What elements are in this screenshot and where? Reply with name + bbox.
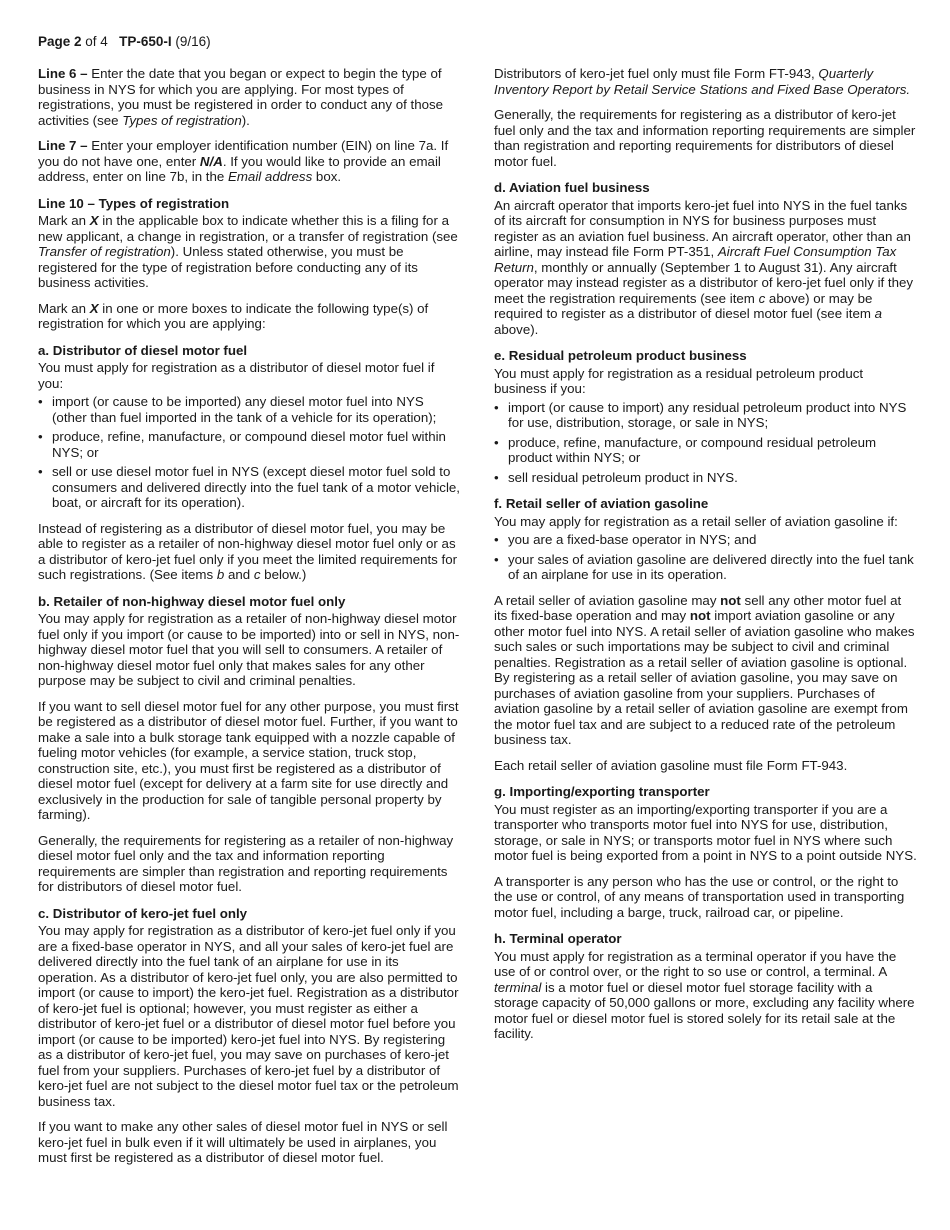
section-c-continued-paragraph-1: Distributors of kero-jet fuel only must file Form FT-943, Quarterly Inventory Report by Retail Service Stations and Fixed Base Operators.: [494, 66, 911, 97]
section-f-paragraph-2: Each retail seller of aviation gasoline must file Form FT-943.: [494, 757, 848, 773]
line6-paragraph: Line 6 – Enter the date that you began or expect to begin the type of business in NYS for which you are applying. For most types of registrations, you must be registered in order to conduct any of those activities (see Types of registration).: [38, 66, 444, 128]
section-f-bullets: [494, 532, 918, 583]
form-revision: (9/16): [171, 34, 211, 49]
line10-heading: Line 10 – Types of registration: [38, 195, 230, 211]
page-header: [38, 34, 211, 49]
right-column: [494, 66, 918, 1052]
list-item: • your sales of aviation gasoline are delivered directly into the fuel tank of an airplane for use in its operation.: [494, 552, 918, 583]
section-g-heading: g. Importing/exporting transporter: [494, 784, 710, 799]
list-item: • sell residual petroleum product in NYS.: [494, 470, 918, 486]
section-a-paragraph: Instead of registering as a distributor of diesel motor fuel, you may be able to register as a retailer of non-highway diesel motor fuel only or as a distributor of kero-jet fuel only if you meet the limited requirements for such registrations. (See items b and c below.): [38, 520, 458, 582]
line10-paragraph-2: Mark an X in one or more boxes to indicate the following type(s) of registration for which you are applying:: [38, 300, 429, 331]
list-item: • produce, refine, manufacture, or compound residual petroleum product within NYS; or: [494, 435, 918, 466]
section-a-bullets: [38, 394, 461, 511]
page-total: of 4: [81, 34, 108, 49]
list-item: • produce, refine, manufacture, or compound diesel motor fuel within NYS; or: [38, 429, 461, 460]
section-c-paragraph-2: If you want to make any other sales of diesel motor fuel in NYS or sell kero-jet fuel in bulk even if it will ultimately be used in airplanes, you must first be registered as a distributor of diesel motor fuel.: [38, 1119, 448, 1165]
section-b-heading: b. Retailer of non-highway diesel motor fuel only: [38, 593, 346, 609]
section-e-intro: You must apply for registration as a residual petroleum product business if you:: [494, 365, 864, 396]
section-e-bullets: [494, 400, 918, 486]
section-d-heading: d. Aviation fuel business: [494, 180, 650, 195]
list-item: • import (or cause to be imported) any diesel motor fuel into NYS (other than fuel imported in the tank of a vehicle for its operation);: [38, 394, 461, 425]
list-item: • sell or use diesel motor fuel in NYS (except diesel motor fuel sold to consumers and delivered directly into the fuel tank of a motor vehicle, boat, or aircraft for its operation).: [38, 464, 461, 511]
section-c-continued-paragraph-2: Generally, the requirements for registering as a distributor of kero-jet fuel only and the tax and information reporting requirements are simpler than registration and reporting requirements for distributors of diesel motor fuel.: [494, 107, 916, 169]
line7-paragraph: Line 7 – Enter your employer identification number (EIN) on line 7a. If you do not have one, enter N/A. If you would like to provide an email address, enter on line 7b, in the Email address box.: [38, 138, 449, 184]
section-c-paragraph-1: You may apply for registration as a distributor of kero-jet fuel only if you are a fixed-base operator in NYS, and all your sales of kero-jet fuel are delivered directly into the fuel tank of an airplane for use in its operation. As a distributor of kero-jet fuel only, you are also permitted to import (or cause to import) the kero-jet fuel. Registration as a distributor of kero-jet fuel is optional; however, you must register as either a distributor of kero-jet fuel or a distributor of diesel motor fuel before you import (or cause to be imported) kero-jet fuel into NYS. By registering as a distributor of kero-jet fuel, you may save on purchases of kero-jet fuel from your suppliers. Purchases of kero-jet fuel by a distributor of kero-jet fuel are not subject to the diesel motor fuel tax or the petroleum business tax.: [38, 923, 459, 1109]
section-d-paragraph: An aircraft operator that imports kero-jet fuel into NYS in the fuel tanks of its aircraft for consumption in NYS for business purposes must register as an aviation fuel business. An aircraft operator, other than an airline, may instead file Form PT-351, Aircraft Fuel Consumption Tax Return, monthly or annually (September 1 to August 31). Any aircraft operator may instead register as a distributor of kero-jet fuel only if they meet the registration requirements (see item c above) or may be required to register as a distributor of diesel motor fuel (see item a above).: [494, 197, 914, 337]
section-f-heading: f. Retail seller of aviation gasoline: [494, 496, 709, 511]
section-f-paragraph-1: A retail seller of aviation gasoline may not sell any other motor fuel at its fixed-base operation and may not import aviation gasoline or any other motor fuel into NYS. A retail seller of aviation gasoline who makes such sales or such importations may be subject to civil and criminal penalties. Registration as a retail seller of aviation gasoline is optional. By registering as a retail seller of aviation gasoline, you may save on purchases of aviation gasoline from your suppliers. Purchases of aviation gasoline by a retail seller of aviation gasoline are exempt from the motor fuel tax and are subject to a reduced rate of the petroleum business tax.: [494, 592, 915, 747]
section-e-heading: e. Residual petroleum product business: [494, 348, 747, 363]
section-b-paragraph-3: Generally, the requirements for registering as a retailer of non-highway diesel motor fuel only and the tax and information reporting requirements are simpler than registration and reporting requirements for distributors of diesel motor fuel.: [38, 832, 454, 894]
line10-paragraph-1: Mark an X in the applicable box to indicate whether this is a filing for a new applicant, a change in registration, or a transfer of registration (see Transfer of registration). Unless stated otherwise, you must be registered for the type of registration before conducting any of its business activities.: [38, 213, 458, 290]
section-g-paragraph-2: A transporter is any person who has the use or control, or the right to the use or control, of any means of transportation used in transporting motor fuel, including a barge, truck, railroad car, or pipeline.: [494, 873, 905, 920]
form-id: TP-650-I: [119, 34, 172, 49]
page-number: Page 2: [38, 34, 82, 49]
section-h-heading: h. Terminal operator: [494, 931, 622, 946]
list-item: • import (or cause to import) any residual petroleum product into NYS for use, distribution, storage, or sale in NYS;: [494, 400, 918, 431]
line7-label: Line 7 –: [38, 138, 88, 153]
section-g-paragraph-1: You must register as an importing/exporting transporter if you are a transporter who transports motor fuel into NYS for use, distribution, storage, or sale in NYS; or transports motor fuel in NYS where such motor fuel is being exported from a point in NYS to a point outside NYS.: [494, 801, 917, 863]
section-a-intro: You must apply for registration as a distributor of diesel motor fuel if you:: [38, 360, 435, 391]
line6-label: Line 6 –: [38, 66, 88, 81]
section-b-paragraph-1: You may apply for registration as a retailer of non-highway diesel motor fuel only if you import (or cause to be imported) into or sell in NYS, non-highway diesel motor fuel that you will sell to consumers. A retailer of non-highway diesel motor fuel only that makes sales for any other purpose may be subject to civil and criminal penalties.: [38, 611, 460, 688]
list-item: • you are a fixed-base operator in NYS; and: [494, 532, 918, 548]
left-column: [38, 66, 461, 1176]
section-a-heading: a. Distributor of diesel motor fuel: [38, 342, 248, 358]
section-f-intro: You may apply for registration as a retail seller of aviation gasoline if:: [494, 513, 898, 529]
section-c-heading: c. Distributor of kero-jet fuel only: [38, 905, 248, 921]
section-h-paragraph: You must apply for registration as a terminal operator if you have the use of or control over, or the right to so use or control, a terminal. A terminal is a motor fuel or diesel motor fuel storage facility with a storage capacity of 50,000 gallons or more, excluding any facility where motor fuel or diesel motor fuel is stored solely for its retail sale at the facility.: [494, 948, 915, 1041]
section-b-paragraph-2: If you want to sell diesel motor fuel for any other purpose, you must first be registered as a distributor of diesel motor fuel. Further, if you want to make a sale into a bulk storage tank equipped with a nozzle capable of fueling motor vehicles (for example, a service station, truck stop, construction site, etc.), you must first be registered as a distributor of diesel motor fuel (except for delivery at a farm site for use directly and exclusively in the production for sale of tangible personal property by farming).: [38, 698, 459, 822]
